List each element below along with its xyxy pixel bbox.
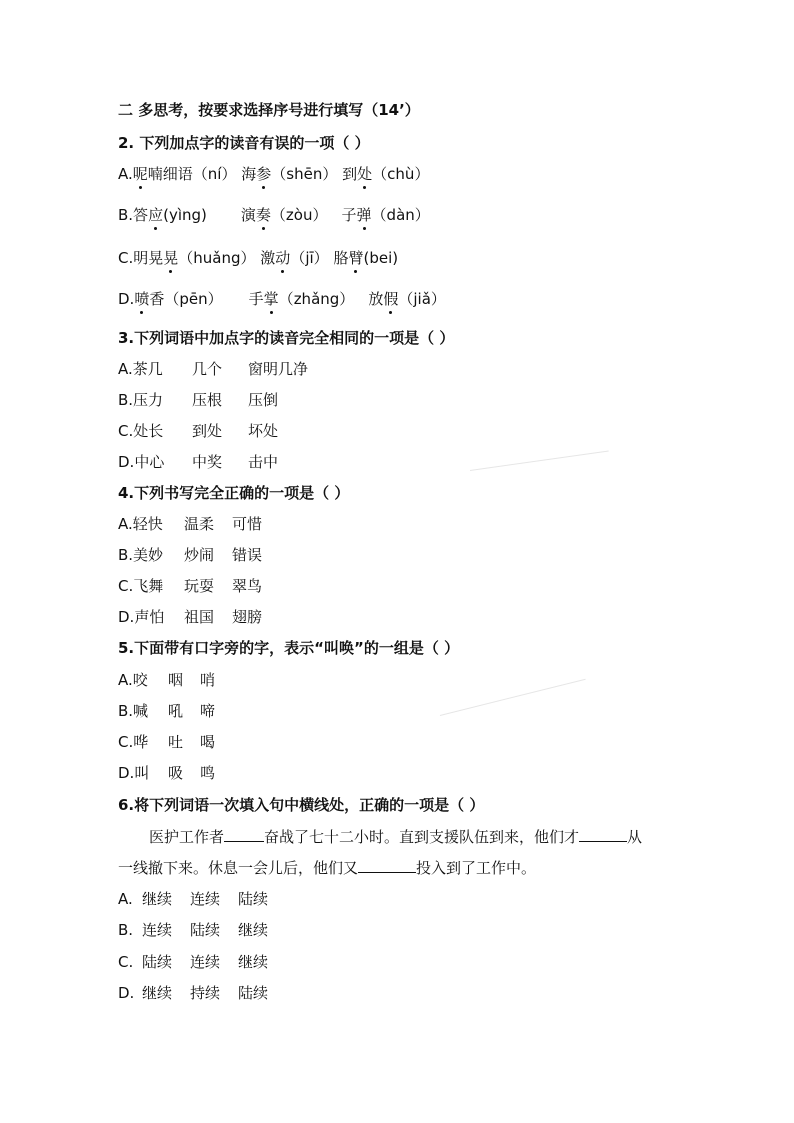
section-title: 二 多思考，按要求选择序号进行填写（14’） bbox=[118, 101, 420, 119]
question-3-option-c: C.处长 到处 坏处 bbox=[118, 422, 279, 440]
pinyin: ní bbox=[207, 165, 222, 183]
question-3-option-b: B.压力 压根 压倒 bbox=[118, 391, 279, 409]
pinyin: zòu bbox=[285, 206, 313, 224]
question-4-option-b: B.美妙 炒闹 错误 bbox=[118, 546, 263, 564]
dotted-char: 处 bbox=[357, 165, 373, 183]
question-2-option-d: D.喷香（pēn） 手掌（zhǎng） 放假（jiǎ） bbox=[118, 290, 446, 308]
question-3-stem: 3.下列词语中加点字的读音完全相同的一项是（ ） bbox=[118, 329, 455, 347]
question-6-option-c: C. 陆续 连续 继续 bbox=[118, 953, 269, 971]
pinyin: huǎng bbox=[193, 249, 241, 267]
question-6-option-b: B. 连续 陆续 继续 bbox=[118, 921, 269, 939]
dotted-char: 呢 bbox=[132, 165, 148, 183]
question-4-option-d: D.声怕 祖国 翅膀 bbox=[118, 608, 263, 626]
dotted-char: 掌 bbox=[263, 290, 279, 308]
question-6-option-a: A. 继续 连续 陆续 bbox=[118, 890, 269, 908]
pinyin: zhǎng bbox=[293, 290, 340, 308]
question-4-option-c: C.飞舞 玩耍 翠鸟 bbox=[118, 577, 263, 595]
dotted-char: 参 bbox=[256, 165, 272, 183]
question-2-option-a: A.呢喃细语（ní） 海参（shēn） 到处（chù） bbox=[118, 165, 430, 183]
question-6-passage-line-1: 医护工作者 奋战了七十二小时。直到支援队伍到来，他们才 从 bbox=[149, 828, 643, 846]
question-2-stem: 2. 下列加点字的读音有误的一项（ ） bbox=[118, 134, 370, 152]
scan-artifact-line bbox=[470, 451, 609, 471]
dotted-char: 晃 bbox=[163, 249, 179, 267]
pinyin: chù bbox=[387, 165, 415, 183]
question-6-option-d: D. 继续 持续 陆续 bbox=[118, 984, 269, 1002]
scan-artifact-line bbox=[440, 679, 586, 716]
pinyin: jī bbox=[305, 249, 314, 267]
answer-blank[interactable] bbox=[358, 858, 416, 873]
dotted-char: 臂 bbox=[348, 249, 364, 267]
question-3-option-a: A.茶几 几个 窗明几净 bbox=[118, 360, 309, 378]
pinyin: bei bbox=[369, 249, 393, 267]
pinyin: shēn bbox=[286, 165, 323, 183]
pinyin: jiǎ bbox=[413, 290, 431, 308]
question-5-option-d: D.叫 吸 鸣 bbox=[118, 764, 216, 782]
question-5-option-a: A.咬 咽 哨 bbox=[118, 671, 216, 689]
question-4-option-a: A.轻快 温柔 可惜 bbox=[118, 515, 263, 533]
question-3-option-d: D.中心 中奖 击中 bbox=[118, 453, 279, 471]
pinyin: dàn bbox=[386, 206, 415, 224]
answer-blank[interactable] bbox=[579, 827, 627, 842]
pinyin: pēn bbox=[179, 290, 208, 308]
question-2-option-c: C.明晃晃（huǎng） 激动（jī） 胳臂(bei) bbox=[118, 249, 399, 267]
question-5-option-c: C.哗 吐 喝 bbox=[118, 733, 216, 751]
answer-blank[interactable] bbox=[224, 827, 264, 842]
dotted-char: 假 bbox=[383, 290, 399, 308]
question-2-option-b: B.答应(yìng) 演奏（zòu） 子弹（dàn） bbox=[118, 206, 430, 224]
question-5-option-b: B.喊 吼 啼 bbox=[118, 702, 216, 720]
question-6-passage-line-2: 一线撤下来。休息一会儿后，他们又 投入到了工作中。 bbox=[118, 859, 537, 877]
dotted-char: 动 bbox=[275, 249, 291, 267]
dotted-char: 弹 bbox=[356, 206, 372, 224]
pinyin: yìng bbox=[168, 206, 202, 224]
question-5-stem: 5.下面带有口字旁的字，表示“叫唤”的一组是（ ） bbox=[118, 639, 460, 657]
question-4-stem: 4.下列书写完全正确的一项是（ ） bbox=[118, 484, 350, 502]
dotted-char: 喷 bbox=[134, 290, 150, 308]
question-6-stem: 6.将下列词语一次填入句中横线处，正确的一项是（ ） bbox=[118, 796, 485, 814]
dotted-char: 奏 bbox=[255, 206, 271, 224]
dotted-char: 应 bbox=[148, 206, 164, 224]
